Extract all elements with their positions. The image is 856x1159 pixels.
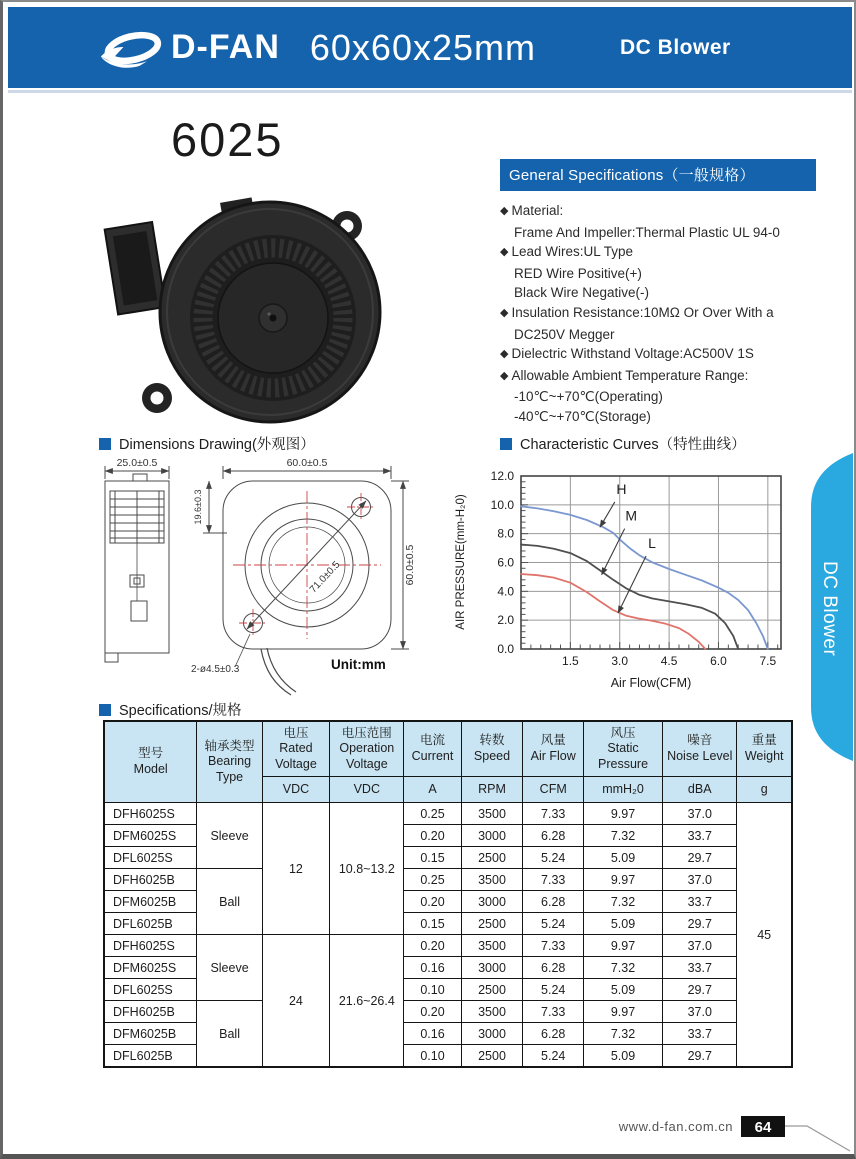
blue-square-icon [99, 704, 111, 716]
table-row: DFM6025B 0.16 3000 6.28 7.32 33.7 [104, 1023, 792, 1045]
svg-text:H: H [616, 481, 627, 498]
unit-vdc: VDC [262, 777, 329, 803]
operation-voltage-cell: 10.8~13.2 [330, 803, 404, 935]
unit-rpm: RPM [461, 777, 523, 803]
characteristic-curves-chart [451, 454, 786, 697]
col-header-operation-voltage: 电压范围 Operation Voltage [330, 721, 404, 777]
bearing-cell: Ball [197, 869, 262, 935]
table-row: DFL6025S 0.10 2500 5.24 5.09 29.7 [104, 979, 792, 1001]
table-row: DFH6025B Ball 0.25 3500 7.33 9.97 37.0 [104, 869, 792, 891]
dim-side-width: 25.0±0.5 [116, 457, 158, 469]
general-specs-list [500, 201, 816, 427]
blue-square-icon [99, 438, 111, 450]
page-number: 64 [754, 1119, 772, 1136]
spec-item: Frame And Impeller:Thermal Plastic UL 94-0 [514, 224, 780, 240]
svg-text:L: L [648, 535, 656, 552]
table-row: DFM6025S 0.16 3000 6.28 7.32 33.7 [104, 957, 792, 979]
svg-text:6.0: 6.0 [497, 555, 514, 570]
header-bar [8, 7, 852, 88]
table-row: DFH6025S Sleeve 24 21.6~26.4 0.20 3500 7.33 9.97 37.0 [104, 935, 792, 957]
model-number-title: 6025 [171, 113, 284, 166]
col-header-weight: 重量 Weight [737, 721, 792, 777]
brand-logo [98, 26, 280, 70]
header-divider [8, 90, 852, 93]
spec-item: DC250V Megger [514, 326, 615, 342]
curves-section-title [500, 433, 746, 454]
fan-size-label: 60x60x25mm [309, 26, 536, 68]
unit-cfm: CFM [523, 777, 584, 803]
dimensions-drawing [95, 457, 465, 697]
brand-name: D-FAN [171, 28, 280, 66]
rated-voltage-cell: 24 [262, 935, 329, 1068]
svg-text:M: M [625, 507, 638, 524]
bearing-cell: Ball [197, 1001, 262, 1068]
unit-dba: dBA [663, 777, 737, 803]
unit-label: Unit:mm [331, 657, 386, 672]
spec-item: ◆ Lead Wires:UL Type [500, 242, 816, 264]
table-row: DFM6025B 0.20 3000 6.28 7.32 33.7 [104, 891, 792, 913]
spec-item: ◆ Material: [500, 201, 816, 223]
general-specifications [500, 159, 816, 427]
y-axis-label: AIR PRESSURE(mm-H₂0) [455, 494, 467, 630]
svg-text:8.0: 8.0 [497, 526, 514, 541]
fan-swoosh-icon [98, 26, 164, 70]
section-title-text: Dimensions Drawing(外观图） [119, 437, 315, 453]
side-tab-label: DC Blower [819, 561, 840, 657]
svg-text:4.5: 4.5 [660, 654, 678, 668]
table-row: DFH6025S Sleeve 12 10.8~13.2 0.25 3500 7.33 9.97 37.0 45 [104, 803, 792, 825]
col-header-rated-voltage: 电压 Rated Voltage [262, 721, 329, 777]
svg-text:6.0: 6.0 [710, 654, 727, 668]
section-title-text: Specifications/规格 [119, 703, 242, 719]
dim-front-height: 60.0±0.5 [404, 544, 416, 586]
svg-text:4.0: 4.0 [497, 584, 514, 599]
svg-text:0.0: 0.0 [497, 642, 514, 656]
operation-voltage-cell: 21.6~26.4 [330, 935, 404, 1068]
dimensions-section-title [99, 433, 315, 454]
blue-square-icon [500, 438, 512, 450]
table-row: DFH6025B Ball 0.20 3500 7.33 9.97 37.0 [104, 1001, 792, 1023]
section-title-text: Characteristic Curves（特性曲线） [520, 437, 746, 453]
spec-item: Black Wire Negative(-) [514, 285, 650, 301]
side-tab [802, 453, 853, 761]
svg-text:10.0: 10.0 [490, 497, 514, 512]
specs-section-title [99, 699, 242, 720]
spec-item: ◆ Allowable Ambient Temperature Range: [500, 366, 816, 388]
table-row: DFL6025B 0.15 2500 5.24 5.09 29.7 [104, 913, 792, 935]
col-header-current: 电流 Current [404, 721, 461, 777]
product-photo [95, 172, 405, 427]
table-row: DFL6025B 0.10 2500 5.24 5.09 29.7 [104, 1045, 792, 1068]
svg-text:3.0: 3.0 [611, 654, 629, 668]
svg-text:7.5: 7.5 [759, 654, 777, 668]
table-row: DFM6025S 0.20 3000 6.28 7.32 33.7 [104, 825, 792, 847]
unit-g: g [737, 777, 792, 803]
svg-text:12.0: 12.0 [490, 469, 514, 483]
footer-corner-line [785, 1126, 850, 1151]
col-header-speed: 转数 Speed [461, 721, 523, 777]
svg-text:1.5: 1.5 [562, 654, 579, 668]
specifications-table [103, 720, 793, 1068]
spec-item: ◆ Insulation Resistance:10MΩ Or Over With a [500, 303, 816, 325]
table-row: DFL6025S 0.15 2500 5.24 5.09 29.7 [104, 847, 792, 869]
unit-vdc: VDC [330, 777, 404, 803]
unit-mmh2o: mmH₂0 [583, 777, 662, 803]
category-label: DC Blower [620, 35, 731, 59]
chart-plot-area [491, 469, 781, 668]
rated-voltage-cell: 12 [262, 803, 329, 935]
svg-text:2.0: 2.0 [497, 613, 514, 628]
unit-a: A [404, 777, 461, 803]
weight-cell: 45 [737, 803, 792, 1068]
dim-inlet-height: 19.6±0.3 [193, 489, 203, 525]
col-header-airflow: 风量 Air Flow [523, 721, 584, 777]
x-axis-label: Air Flow(CFM) [610, 676, 692, 690]
general-specs-header: General Specifications（一般规格） [500, 159, 816, 191]
col-header-noise: 噪音 Noise Level [663, 721, 737, 777]
dim-front-width: 60.0±0.5 [286, 457, 328, 469]
bearing-cell: Sleeve [197, 803, 262, 869]
col-header-pressure: 风压 Static Pressure [583, 721, 662, 777]
col-header-bearing: 轴承类型 Bearing Type [197, 721, 262, 803]
dim-holes-label: 2-ø4.5±0.3 [191, 664, 240, 675]
spec-item: -10℃~+70℃(Operating) [514, 389, 663, 405]
website-url: www.d-fan.com.cn [618, 1119, 733, 1134]
blower-duct [105, 222, 166, 314]
bearing-cell: Sleeve [197, 935, 262, 1001]
page-footer [553, 1106, 853, 1152]
spec-item: RED Wire Positive(+) [514, 265, 642, 281]
col-header-model: 型号 Model [104, 721, 197, 803]
spec-item: ◆ Dielectric Withstand Voltage:AC500V 1S [500, 344, 816, 366]
dim-diagonal: 71.0±0.5 [307, 559, 343, 596]
spec-item: -40℃~+70℃(Storage) [514, 408, 651, 424]
